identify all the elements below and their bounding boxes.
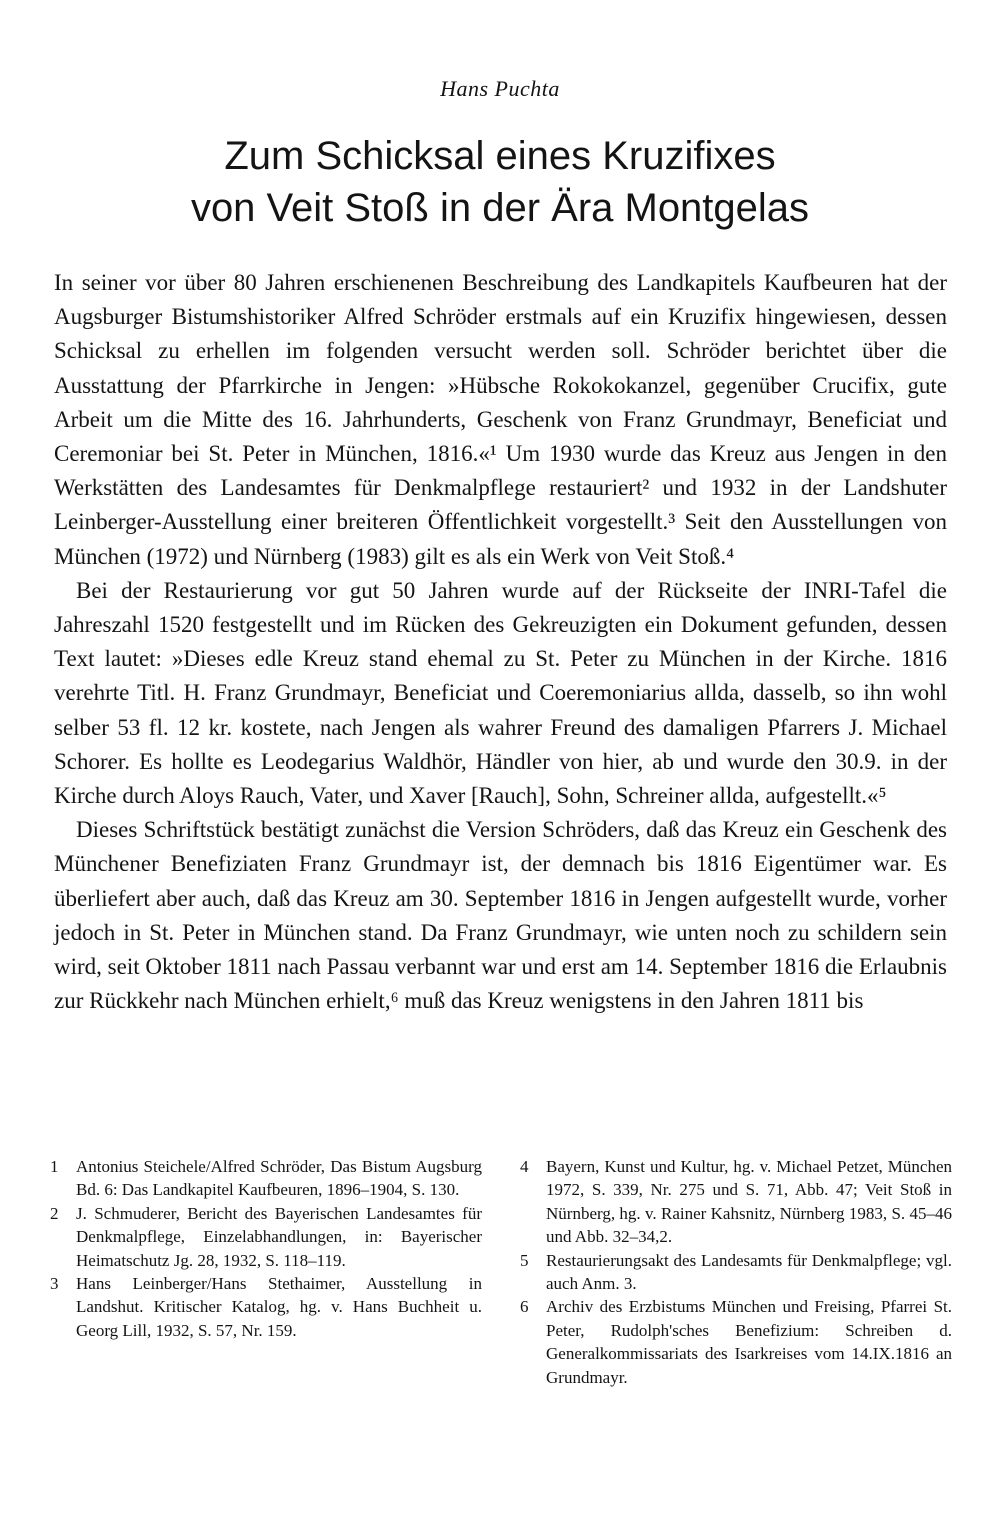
title-line-2: von Veit Stoß in der Ära Montgelas bbox=[190, 186, 810, 230]
footnote-text: Hans Leinberger/Hans Stethaimer, Ausstellung in Landshut. Kritischer Katalog, hg. v. Hans Buchheit u. Georg Lill, 1932, S. 57, Nr. 159. bbox=[76, 1274, 482, 1340]
footnote-number: 2 bbox=[50, 1203, 59, 1223]
footnotes-right-column bbox=[520, 1155, 952, 1389]
footnote-text: Antonius Steichele/Alfred Schröder, Das Bistum Augsburg Bd. 6: Das Landkapitel Kaufbeuren, 1896–1904, S. 130. bbox=[76, 1157, 482, 1200]
article-title bbox=[0, 130, 1000, 234]
footnote bbox=[520, 1295, 952, 1389]
footnote-number: 1 bbox=[50, 1157, 59, 1176]
footnote-number: 4 bbox=[520, 1157, 529, 1176]
author-name: Hans Puchta bbox=[440, 76, 560, 101]
footnote-number: 5 bbox=[520, 1250, 529, 1270]
footnote bbox=[520, 1249, 952, 1296]
paragraph: Dieses Schriftstück bestätigt zunächst die Version Schröders, daß das Kreuz ein Geschenk des Münchener Benefiziaten Franz Grundmayr ist, der demnach bis 1816 Eigentümer war. Es überliefert aber auch, daß das Kreuz am 30. September 1816 in Jengen aufgestellt wurde, vorher jedoch in St. Peter in München stand. Da Franz Grundmayr, wie unten noch zu schildern sein wird, seit Oktober 1811 nach Passau verbannt war und erst am 14. September 1816 die Erlaubnis zur Rückkehr nach München erhielt,⁶ muß das Kreuz wenigstens in den Jahren 1811 bis bbox=[54, 817, 947, 1014]
paragraph: In seiner vor über 80 Jahren erschienenen Beschreibung des Landkapitels Kaufbeuren hat der Augsburger Bistumshistoriker Alfred Schröder erstmals auf ein Kruzifix hingewiesen, dessen Schicksal zu erhellen im folgenden versucht werden soll. Schröder berichtet über die Ausstattung der Pfarrkirche in Jengen: »Hübsche Rokokokanzel, gegenüber Crucifix, gute Arbeit um die Mitte des 16. Jahrhunderts, Geschenk von Franz Grundmayr, Beneficiat und Ceremoniar bei St. Peter in München, 1816.«¹ Um 1930 wurde das Kreuz aus Jengen in den Werkstätten des Landesamtes für Denkmalpflege restauriert² und 1932 in der Landshuter Leinberger-Ausstellung einer breiteren Öffentlichkeit vorgestellt.³ Seit den Ausstellungen von München (1972) und Nürnberg (1983) gilt es als ein Werk von Veit Stoß.⁴ bbox=[54, 270, 947, 569]
footnotes-left-column bbox=[50, 1155, 482, 1342]
footnote bbox=[50, 1272, 482, 1342]
footnote-number: 6 bbox=[520, 1297, 529, 1317]
title-line-1: Zum Schicksal eines Kruzifixes bbox=[224, 134, 776, 178]
footnote-number: 3 bbox=[50, 1274, 59, 1294]
paragraph: Bei der Restaurierung vor gut 50 Jahren wurde auf der Rückseite der INRI-Tafel die Jahreszahl 1520 festgestellt und im Rücken des Gekreuzigten ein Dokument gefunden, dessen Text lautet: »Dieses edle Kreuz stand ehemal zu St. Peter zu München in der Kirche. 1816 verehrte Titl. H. Franz Grundmayr, Beneficiat und Coeremoniarius allda, dasselb, so ihn wohl selber 53 fl. 12 kr. kostete, nach Jengen als wahrer Freund des damaligen Pfarrers J. Michael Schorer. Es hollte es Leodegarius Waldhör, Händler von hier, ab und wurde den 30.9. in der Kirche durch Aloys Rauch, Vater, und Xaver [Rauch], Sohn, Schreiner allda, aufgestellt.«⁵ bbox=[54, 577, 947, 809]
footnote bbox=[50, 1155, 482, 1202]
footnote-text: Bayern, Kunst und Kultur, hg. v. Michael Petzet, München 1972, S. 339, Nr. 275 und S. 71, Abb. 47; Veit Stoß in Nürnberg, hg. v. Rainer Kahsnitz, Nürnberg 1983, S. 45–46 und Abb. 32–34,2. bbox=[546, 1157, 952, 1247]
footnote-text: Archiv des Erzbistums München und Freising, Pfarrei St. Peter, Rudolph'sches Benefizium: Schreiben d. Generalkommissariats des Isarkreises vom 14.IX.1816 an Grundmayr. bbox=[546, 1297, 952, 1387]
footnote-text: Restaurierungsakt des Landesamts für Denkmalpflege; vgl. auch Anm. 3. bbox=[546, 1250, 952, 1294]
footnote-text: J. Schmuderer, Bericht des Bayerischen Landesamtes für Denkmalpflege, Einzelabhandlungen, in: Bayerischer Heimatschutz Jg. 28, 1932, S. 118–119. bbox=[76, 1203, 482, 1270]
footnote bbox=[50, 1202, 482, 1272]
footnote bbox=[520, 1155, 952, 1249]
body-text bbox=[54, 266, 947, 1018]
